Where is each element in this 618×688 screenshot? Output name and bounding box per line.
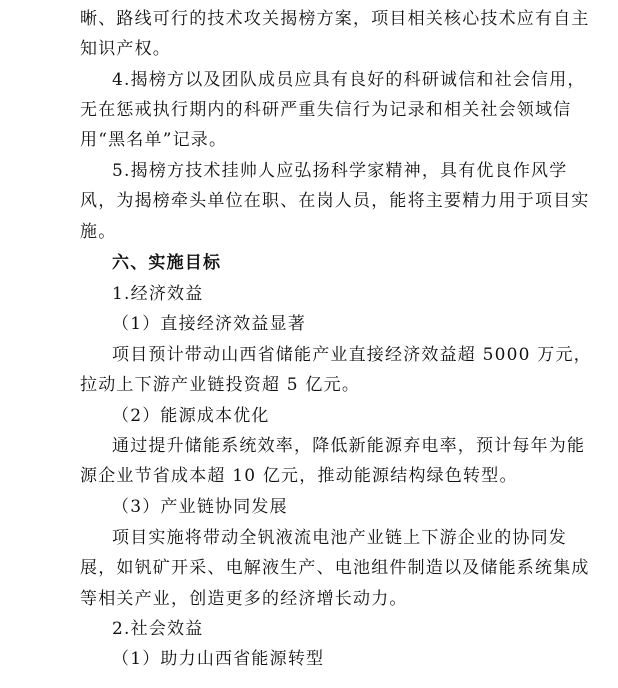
paragraph-line: 风，为揭榜牵头单位在职、在岗人员，能将主要精力用于项目实 — [80, 191, 590, 211]
paragraph-line: 等相关产业，创造更多的经济增长动力。 — [80, 589, 408, 609]
paragraph-line: 晰、路线可行的技术攻关揭榜方案，项目相关核心技术应有自主 — [80, 9, 590, 29]
paragraph-line: 项目实施将带动全钒液流电池产业链上下游企业的协同发 — [112, 528, 567, 548]
paragraph-line: 无在惩戒执行期内的科研严重失信行为记录和相关社会领域信 — [80, 100, 572, 120]
paragraph-line: 通过提升储能系统效率，降低新能源弃电率，预计每年为能 — [112, 436, 586, 456]
subsection-heading: 2.社会效益 — [112, 619, 204, 639]
paragraph-line: 拉动上下游产业链投资超 5 亿元。 — [80, 375, 361, 395]
paragraph-line: 源企业节省成本超 10 亿元，推动能源结构绿色转型。 — [80, 466, 518, 486]
subsection-heading: 1.经济效益 — [112, 284, 204, 304]
item-heading: （2）能源成本优化 — [112, 406, 270, 426]
section-heading: 六、实施目标 — [112, 253, 222, 273]
item-heading: （3）产业链协同发展 — [112, 497, 288, 517]
paragraph-line: 施。 — [80, 222, 117, 242]
paragraph-line: 用“黑名单”记录。 — [80, 130, 228, 150]
item-heading: （1）直接经济效益显著 — [112, 314, 307, 334]
paragraph-line: 项目预计带动山西省储能产业直接经济效益超 5000 万元， — [112, 345, 592, 365]
paragraph-line: 4.揭榜方以及团队成员应具有良好的科研诚信和社会信用， — [112, 70, 586, 90]
item-heading: （1）助力山西省能源转型 — [112, 649, 325, 669]
paragraph-line: 知识产权。 — [80, 39, 171, 59]
paragraph-line: 展，如钒矿开采、电解液生产、电池组件制造以及储能系统集成 — [80, 558, 590, 578]
paragraph-line: 5.揭榜方技术挂帅人应弘扬科学家精神，具有优良作风学 — [112, 161, 568, 181]
